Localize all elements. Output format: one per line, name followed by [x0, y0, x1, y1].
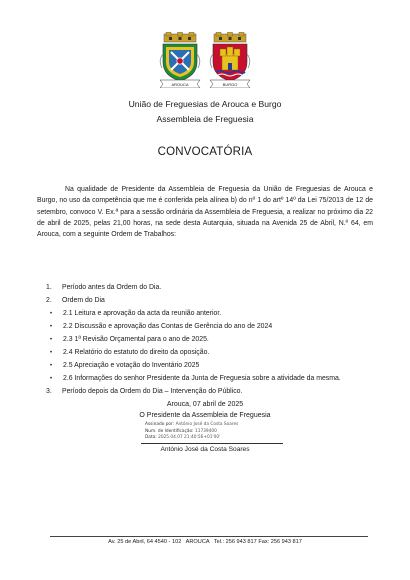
stamp-line-date	[145, 435, 238, 442]
agenda-mark: 3.	[46, 388, 52, 395]
agenda-subitem-2-2	[50, 322, 272, 332]
bullet-icon: •	[50, 376, 53, 382]
bullet-icon: •	[50, 311, 53, 317]
place-date: Arouca, 07 abril de 2025	[166, 401, 244, 408]
signer-role: O Presidente da Assembleia de Freguesia	[139, 412, 271, 419]
agenda-item-3	[46, 387, 242, 396]
bullet-icon: •	[50, 337, 53, 343]
agenda-text: 2.2 Discussão e aprovação das Contas de Gerência do ano de 2024	[63, 323, 273, 330]
agenda-item-2	[46, 296, 105, 305]
stamp-line-signed-by	[145, 422, 238, 429]
crest-left-label: AROUCA	[171, 82, 189, 87]
signer-name: António José da Costa Soares	[160, 446, 250, 453]
agenda-text: 2.4 Relatório do estatuto do direito da oposição.	[63, 349, 210, 356]
crest-right-label: BURGO	[222, 82, 238, 87]
org-name: União de Freguesias de Arouca e Burgo	[128, 99, 282, 109]
agenda-text: 2.6 Informações do senhor Presidente da Junta de Freguesia sobre a atividade da mesma.	[63, 375, 341, 382]
stamp-value: 2025.04.07 21:40:56+01'00'	[158, 435, 221, 441]
stamp-value: António José da Costa Soares	[175, 422, 239, 427]
stamp-value: 11739400	[194, 428, 217, 434]
agenda-item-1	[46, 283, 161, 292]
agenda-text: 2.5 Apreciação e votação do Inventário 2025	[63, 362, 200, 369]
stamp-label: Num. de Identificação:	[145, 428, 194, 434]
agenda-text: 2.3 1ª Revisão Orçamental para o ano de 2025.	[63, 336, 209, 343]
agenda-mark: 2.	[46, 297, 52, 304]
agenda-mark: 1.	[46, 284, 52, 291]
agenda-subitem-2-5	[50, 361, 199, 371]
bullet-icon: •	[50, 324, 53, 330]
crests	[0, 32, 410, 88]
convocation-paragraph	[37, 184, 373, 241]
agenda-subitem-2-6	[50, 374, 341, 384]
stamp-label: Assinado por:	[145, 422, 175, 427]
agenda-subitem-2-1	[50, 309, 221, 319]
footer-address: Av. 25 de Abril, 64 4540 - 102 AROUCA Tel.: 256 943 817 Fax: 256 943 817	[108, 539, 302, 545]
agenda-subitem-2-4	[50, 348, 209, 358]
bullet-icon: •	[50, 350, 53, 356]
assembly-name: Assembleia de Freguesia	[156, 114, 254, 124]
agenda-text: Período antes da Ordem do Dia.	[62, 284, 162, 291]
burgo-crest-icon	[207, 32, 253, 88]
arouca-crest-icon	[157, 32, 203, 88]
footer-divider	[50, 536, 368, 537]
bullet-icon: •	[50, 363, 53, 369]
agenda-text: 2.1 Leitura e aprovação da acta da reunião anterior.	[63, 310, 222, 317]
agenda-subitem-2-3	[50, 335, 209, 345]
convocation-text: Na qualidade de Presidente da Assembleia de Freguesia da União de Freguesias de Arouca e Burgo, no uso da competência que me é conferida pela alínea b) do nº 1 do artº 14º da Lei 75/2013 de 12 de setembro, convoco V. Ex.ª para a sessão ordinária da Assembleia de Freguesia, a realizar no próximo dia 22 de abril de 2025, pelas 21,00 horas, na sede desta Autarquia, situada na Avenida 25 de Abril, N.º 64, em Arouca, com a seguinte Ordem de Trabalhos:	[37, 186, 373, 239]
digital-signature-stamp	[145, 422, 238, 442]
agenda-text: Período depois da Ordem do Dia – Intervenção do Público.	[62, 388, 243, 395]
document-title: CONVOCATÓRIA	[157, 146, 253, 158]
agenda-text: Ordem do Dia	[62, 297, 105, 304]
stamp-label: Data:	[145, 435, 157, 441]
signature-line	[141, 443, 283, 444]
